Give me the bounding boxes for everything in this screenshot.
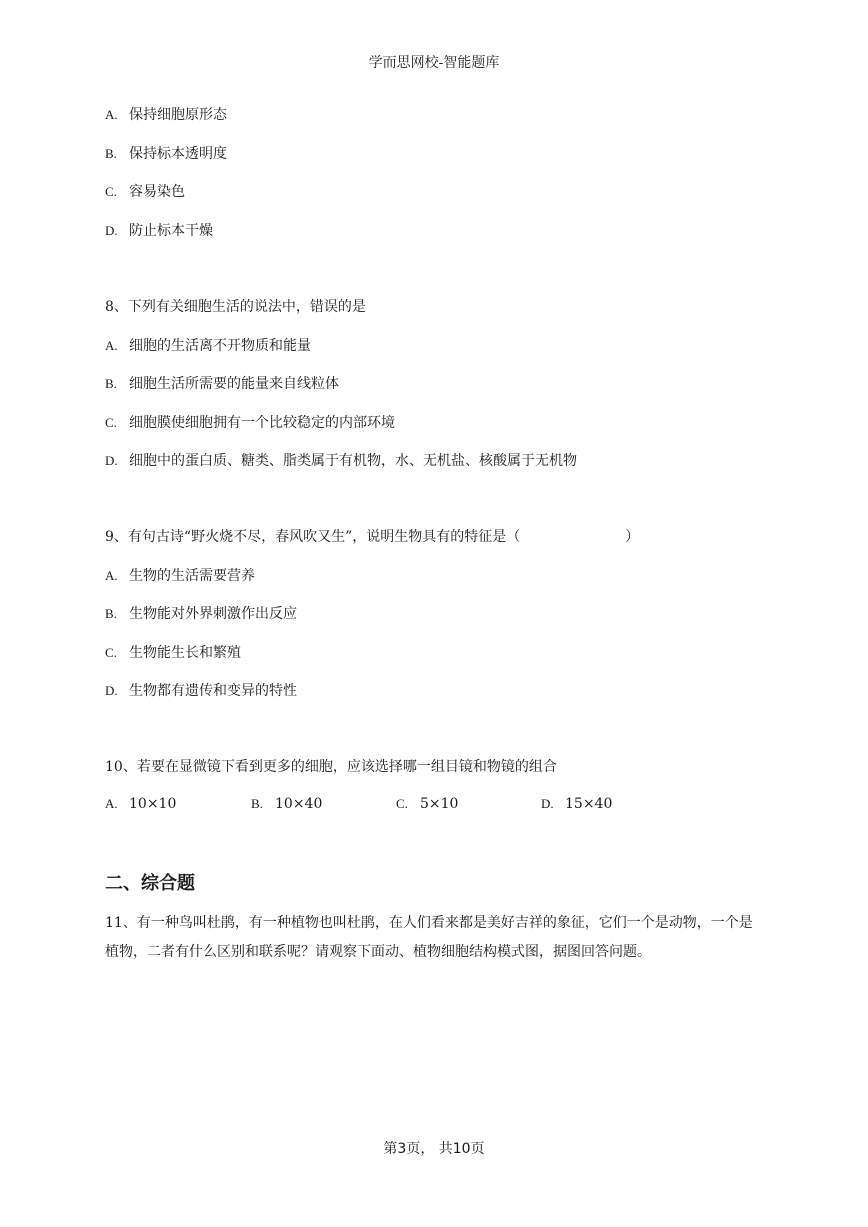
option-letter: A. bbox=[105, 338, 118, 353]
q9-stem bbox=[105, 527, 639, 547]
page-header: 学而思网校-智能题库 bbox=[368, 55, 500, 71]
option-text: 细胞生活所需要的能量来自线粒体 bbox=[129, 376, 339, 392]
option-letter: A. bbox=[105, 107, 118, 122]
option-text: 生物能生长和繁殖 bbox=[129, 645, 241, 661]
q7-option-b bbox=[105, 144, 227, 164]
q9-option-d bbox=[105, 681, 297, 701]
q7-option-d bbox=[105, 221, 213, 241]
q8-option-c bbox=[105, 413, 395, 433]
q10-option-a bbox=[105, 794, 176, 814]
option-text: 生物能对外界刺激作出反应 bbox=[129, 606, 297, 622]
q8-option-d bbox=[105, 451, 577, 471]
option-text: 10×10 bbox=[129, 796, 177, 812]
q10-option-d bbox=[541, 794, 612, 814]
option-text: 保持标本透明度 bbox=[129, 146, 227, 162]
q7-option-c bbox=[105, 182, 185, 202]
option-letter: D. bbox=[105, 453, 118, 468]
option-text: 防止标本干燥 bbox=[129, 223, 213, 239]
q11-text: 11、有一种鸟叫杜鹃，有一种植物也叫杜鹃，在人们看来都是美好吉祥的象征，它们一个是动物，一个是植物，二者有什么区别和联系呢？请观察下面动、植物细胞结构模式图，据图回答问题。 bbox=[105, 915, 753, 960]
option-letter: C. bbox=[105, 645, 117, 660]
section-title: 二、综合题 bbox=[105, 873, 195, 894]
option-text: 保持细胞原形态 bbox=[129, 107, 227, 123]
option-text: 细胞膜使细胞拥有一个比较稳定的内部环境 bbox=[129, 415, 395, 431]
q9-stem-text: 9、有句古诗“野火烧不尽，春风吹又生”，说明生物具有的特征是（ bbox=[105, 529, 521, 545]
q10-option-b bbox=[251, 794, 322, 814]
q8-option-b bbox=[105, 374, 339, 394]
option-letter: A. bbox=[105, 796, 118, 811]
option-letter: B. bbox=[105, 146, 117, 161]
option-text: 10×40 bbox=[275, 796, 323, 812]
q9-option-b bbox=[105, 604, 297, 624]
option-letter: B. bbox=[251, 796, 263, 811]
option-text: 容易染色 bbox=[129, 184, 185, 200]
option-letter: D. bbox=[105, 223, 118, 238]
option-letter: D. bbox=[541, 796, 554, 811]
option-text: 细胞中的蛋白质、糖类、脂类属于有机物，水、无机盐、核酸属于无机物 bbox=[129, 453, 577, 469]
q10-options-row bbox=[105, 794, 725, 814]
q10-option-c bbox=[396, 794, 458, 814]
q9-option-c bbox=[105, 643, 241, 663]
option-letter: B. bbox=[105, 606, 117, 621]
option-letter: C. bbox=[105, 184, 117, 199]
q9-stem-close: ） bbox=[625, 529, 640, 545]
option-letter: C. bbox=[105, 415, 117, 430]
option-letter: C. bbox=[396, 796, 408, 811]
option-text: 生物都有遗传和变异的特性 bbox=[129, 683, 297, 699]
q10-stem: 10、若要在显微镜下看到更多的细胞，应该选择哪一组目镜和物镜的组合 bbox=[105, 759, 557, 775]
q8-option-a bbox=[105, 336, 311, 356]
option-letter: A. bbox=[105, 568, 118, 583]
page-footer: 第3页， 共10页 bbox=[383, 1141, 485, 1157]
option-text: 生物的生活需要营养 bbox=[129, 568, 255, 584]
q9-option-a bbox=[105, 566, 255, 586]
option-text: 15×40 bbox=[565, 796, 613, 812]
option-letter: B. bbox=[105, 376, 117, 391]
option-text: 5×10 bbox=[420, 796, 459, 812]
q8-stem: 8、下列有关细胞生活的说法中，错误的是 bbox=[105, 299, 366, 315]
q7-option-a bbox=[105, 105, 227, 125]
option-text: 细胞的生活离不开物质和能量 bbox=[129, 338, 311, 354]
option-letter: D. bbox=[105, 683, 118, 698]
